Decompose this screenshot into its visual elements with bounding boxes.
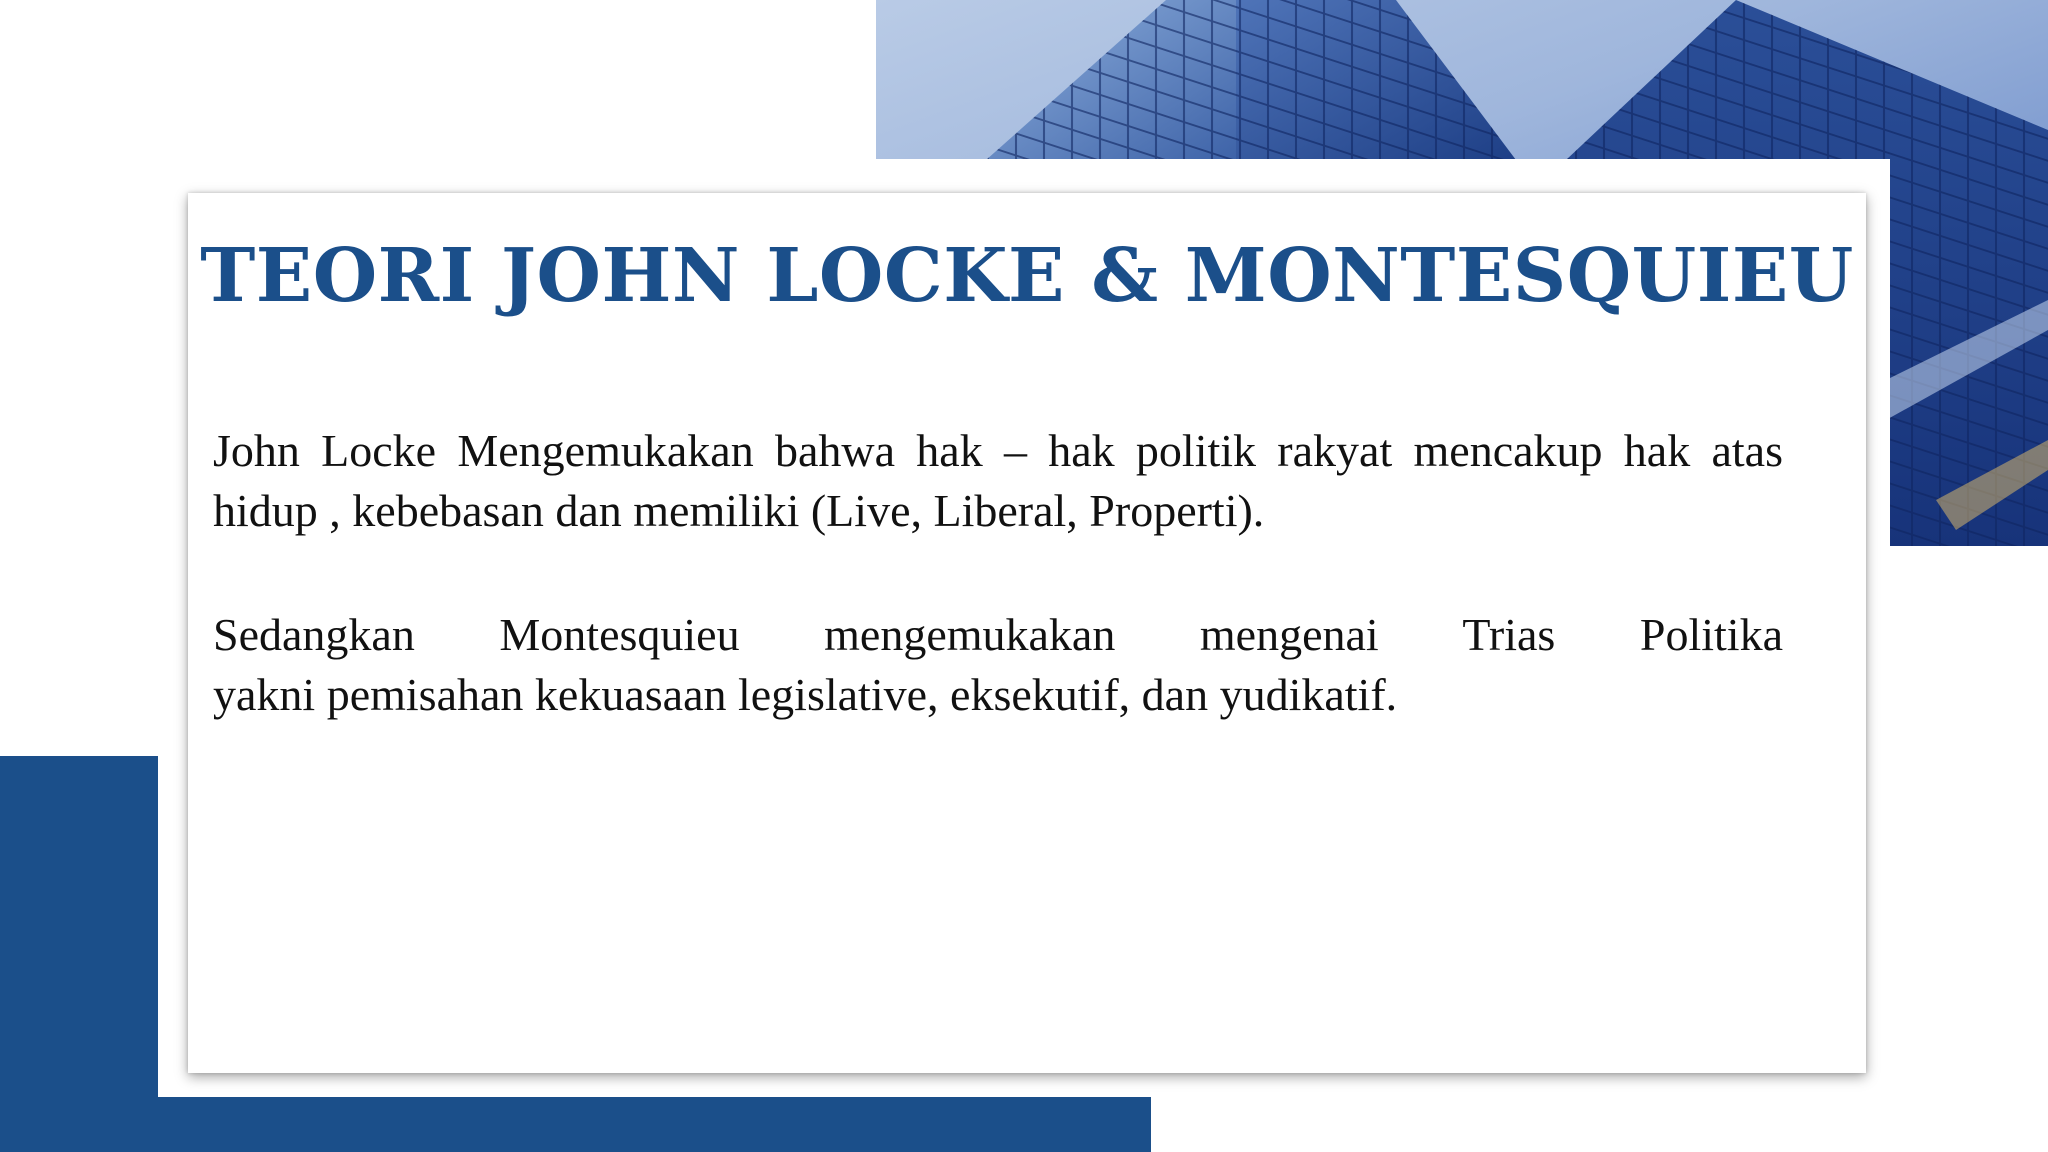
paragraph-montesquieu-line-1: Sedangkan Montesquieu mengemukakan mengenai Trias Politika bbox=[213, 609, 1783, 660]
slide-title: TEORI JOHN LOCKE & MONTESQUIEU bbox=[200, 233, 1854, 319]
accent-block-bottom bbox=[0, 1097, 1151, 1152]
paragraph-montesquieu-line-2: yakni pemisahan kekuasaan legislative, eksekutif, dan yudikatif. bbox=[213, 669, 1398, 720]
paragraph-montesquieu bbox=[213, 605, 1783, 725]
content-card bbox=[188, 193, 1866, 1073]
accent-block-left bbox=[0, 756, 158, 1152]
paragraph-john-locke: John Locke Mengemukakan bahwa hak – hak politik rakyat mencakup hak atas hidup , kebebasan dan memiliki (Live, Liberal, Properti). bbox=[213, 425, 1783, 536]
